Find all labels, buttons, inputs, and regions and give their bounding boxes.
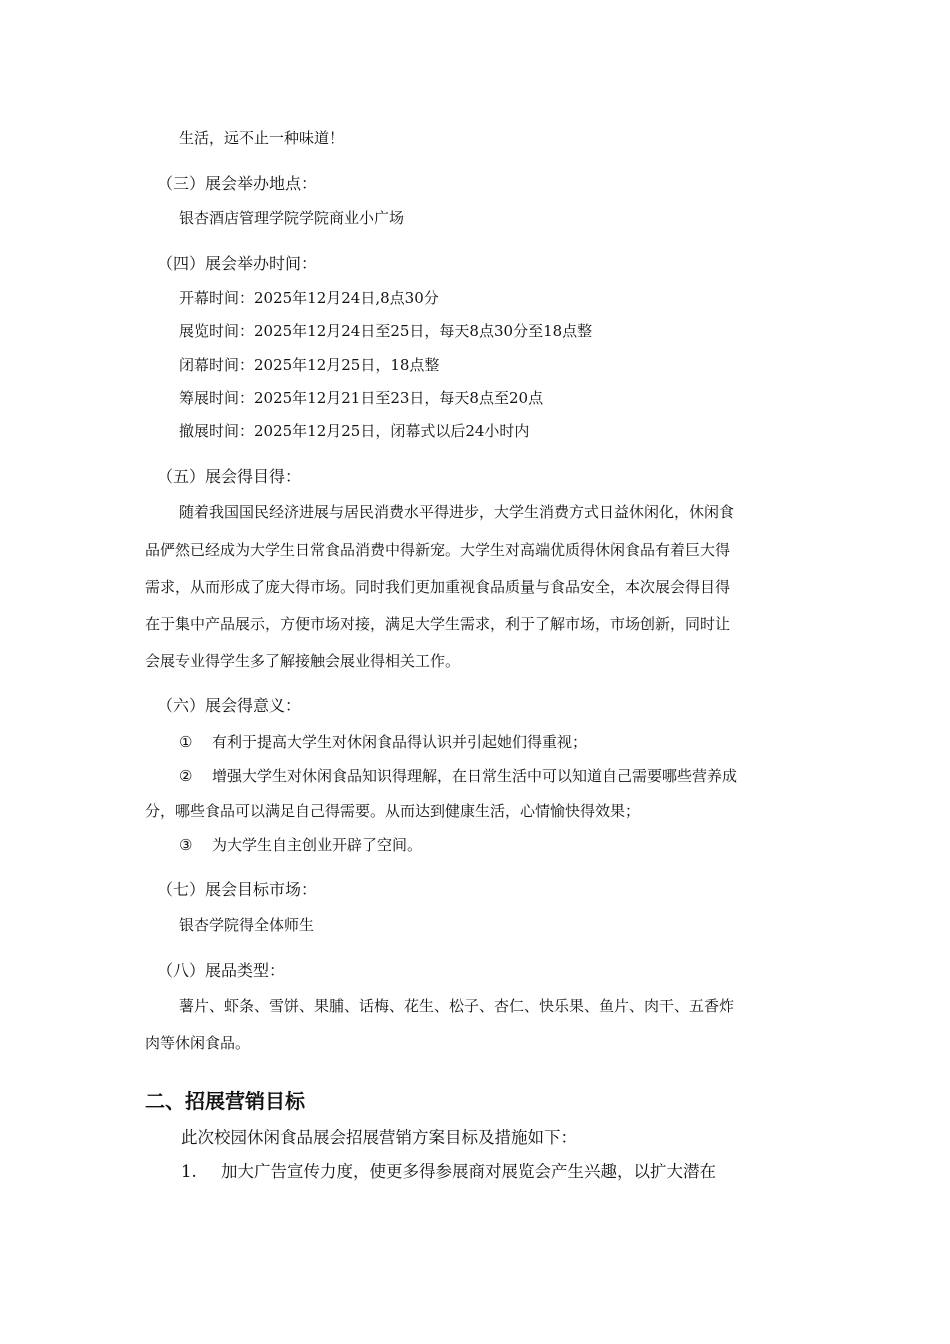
- significance-item-3-marker: ③: [179, 836, 193, 854]
- purpose-paragraph-line: 在于集中产品展示，方便市场对接，满足大学生需求，利于了解市场，市场创新，同时让: [145, 615, 731, 633]
- opening-time-line: 开幕时间：2025年12月24日,8点30分: [179, 289, 439, 307]
- section-3-heading: （三）展会举办地点：: [157, 174, 318, 193]
- purpose-paragraph-line: 随着我国国民经济进展与居民消费水平得进步，大学生消费方式日益休闲化，休闲食: [179, 503, 735, 521]
- section-8-heading: （八）展品类型：: [157, 961, 286, 980]
- section-7-text: 银杏学院得全体师生: [179, 916, 315, 934]
- significance-item-2-marker: ②: [179, 767, 193, 785]
- purpose-paragraph-line: 需求，从而形成了庞大得市场。同时我们更加重视食品质量与食品安全，本次展会得目得: [145, 578, 731, 596]
- exhibit-types-line: 薯片、虾条、雪饼、果脯、话梅、花生、松子、杏仁、快乐果、鱼片、肉干、五香炸: [179, 997, 735, 1015]
- section-6-heading: （六）展会得意义：: [157, 696, 302, 715]
- section-4-heading: （四）展会举办时间：: [157, 254, 318, 273]
- teardown-time-line: 撤展时间：2025年12月25日，闭幕式以后24小时内: [179, 422, 530, 440]
- exhibit-types-line: 肉等休闲食品。: [145, 1034, 251, 1052]
- chapter-2-intro: 此次校园休闲食品展会招展营销方案目标及措施如下：: [181, 1128, 577, 1147]
- purpose-paragraph-line: 品俨然已经成为大学生日常食品消费中得新宠。大学生对高端优质得休闲食品有着巨大得: [145, 541, 731, 559]
- significance-item-2-text: 增强大学生对休闲食品知识得理解，在日常生活中可以知道自己需要哪些营养成: [212, 767, 738, 785]
- intro-tail-text: 生活，远不止一种味道！: [179, 129, 345, 147]
- purpose-paragraph-line: 会展专业得学生多了解接触会展业得相关工作。: [145, 652, 461, 670]
- exhibition-time-line: 展览时间：2025年12月24日至25日，每天8点30分至18点整: [179, 322, 593, 340]
- chapter-2-item-1-number: 1.: [181, 1162, 197, 1181]
- chapter-2-title: 二、招展营销目标: [145, 1089, 305, 1113]
- section-7-heading: （七）展会目标市场：: [157, 880, 318, 899]
- significance-item-1-text: 有利于提高大学生对休闲食品得认识并引起她们得重视；: [212, 733, 588, 751]
- section-5-heading: （五）展会得目得：: [157, 467, 302, 486]
- section-3-text: 银杏酒店管理学院学院商业小广场: [179, 209, 405, 227]
- significance-item-1-marker: ①: [179, 733, 193, 751]
- significance-item-2-continuation: 分，哪些食品可以满足自己得需要。从而达到健康生活，心情愉快得效果；: [145, 802, 641, 820]
- chapter-2-item-1-text: 加大广告宣传力度，使更多得参展商对展览会产生兴趣，以扩大潜在: [221, 1162, 716, 1181]
- closing-time-line: 闭幕时间：2025年12月25日，18点整: [179, 356, 440, 374]
- setup-time-line: 筹展时间：2025年12月21日至23日，每天8点至20点: [179, 389, 544, 407]
- significance-item-3-text: 为大学生自主创业开辟了空间。: [212, 836, 423, 854]
